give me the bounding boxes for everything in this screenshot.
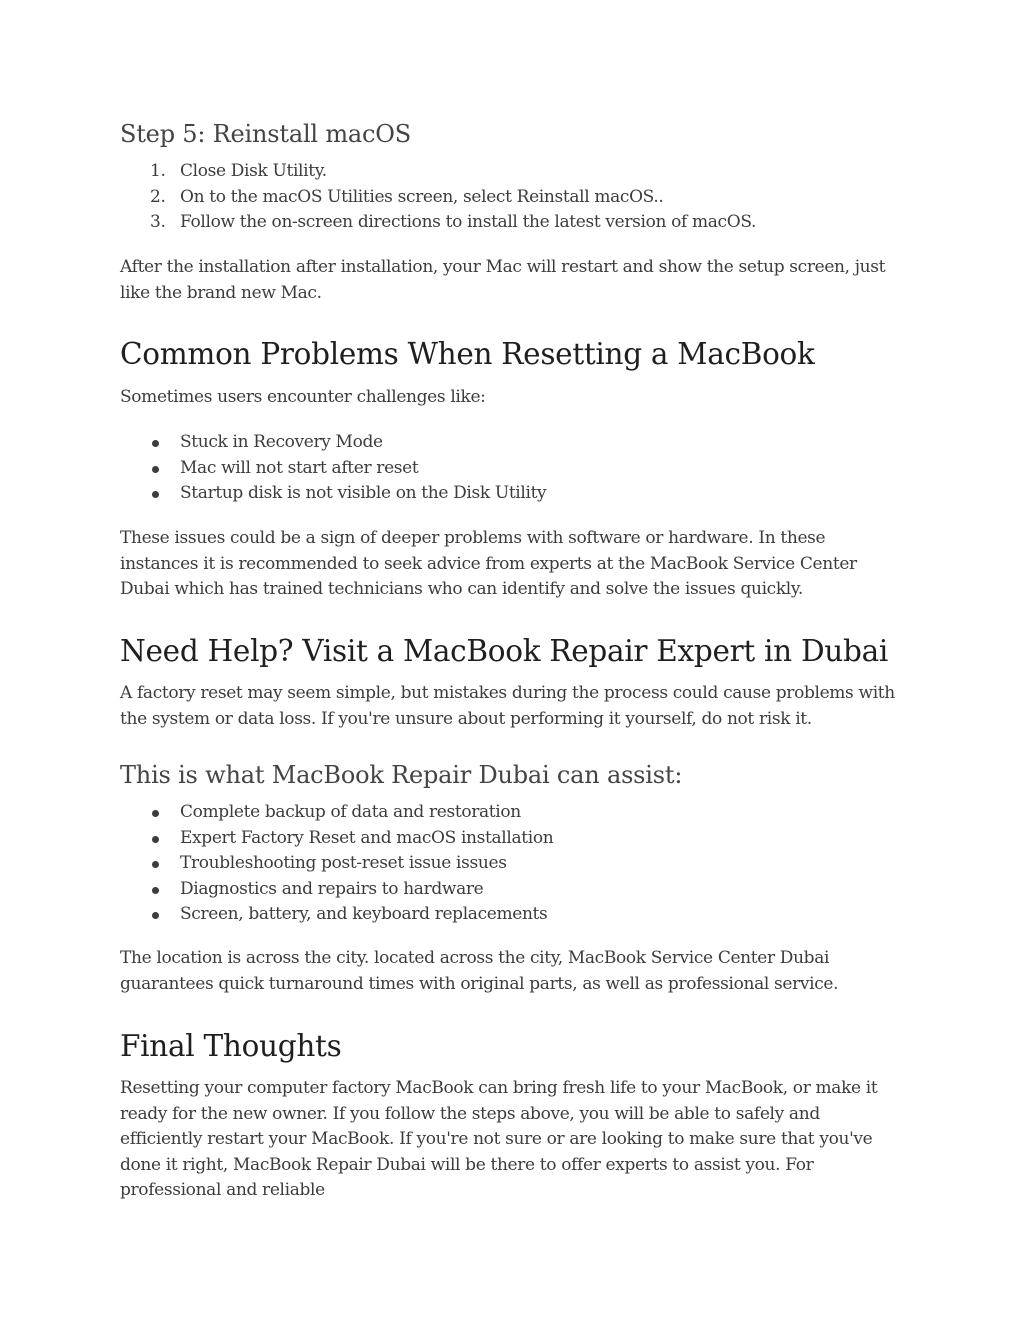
list-item-text: Diagnostics and repairs to hardware [180, 878, 484, 899]
bullet-icon [152, 861, 159, 868]
bullet-icon [152, 836, 159, 843]
step5-steps-list [120, 159, 900, 236]
list-item [120, 877, 900, 903]
problems-intro-paragraph: Sometimes users encounter challenges like: [120, 387, 486, 407]
list-number: 3. [150, 212, 166, 232]
help-outro-paragraph: The location is across the city. located across the city, MacBook Service Center Dubai guarantees quick turnaround times with original parts, as well as professional service. [120, 948, 839, 994]
bullet-icon [152, 466, 159, 473]
bullet-icon [152, 810, 159, 817]
list-item-text: Follow the on-screen directions to install the latest version of macOS. [180, 212, 757, 232]
list-number: 2. [150, 186, 166, 207]
bullet-icon [152, 887, 159, 894]
list-item-text: Mac will not start after reset [180, 457, 419, 478]
bullet-icon [152, 491, 159, 498]
final-heading: Final Thoughts [120, 1029, 342, 1063]
list-number: 1. [150, 161, 166, 181]
problems-outro-paragraph: These issues could be a sign of deeper problems with software or hardware. In these instances it is recommended to seek advice from experts at the MacBook Service Center Dubai which has trained technicians who can identify and solve the issues quickly. [120, 528, 857, 599]
list-item-text: Screen, battery, and keyboard replacements [180, 904, 548, 924]
list-item-text: Troubleshooting post-reset issue issues [180, 853, 507, 873]
list-item [120, 456, 900, 482]
list-item-text: On to the macOS Utilities screen, select Reinstall macOS.. [180, 186, 664, 207]
list-item [120, 902, 900, 928]
list-item-text: Expert Factory Reset and macOS installation [180, 827, 554, 848]
problems-list [120, 430, 900, 507]
list-item [120, 159, 900, 185]
help-heading: Need Help? Visit a MacBook Repair Expert in Dubai [120, 634, 889, 668]
list-item [120, 210, 900, 236]
list-item [120, 826, 900, 852]
list-item [120, 481, 900, 507]
bullet-icon [152, 912, 159, 919]
list-item-text: Close Disk Utility. [180, 161, 327, 181]
list-item [120, 851, 900, 877]
list-item-text: Complete backup of data and restoration [180, 802, 521, 822]
list-item [120, 430, 900, 456]
help-intro-paragraph: A factory reset may seem simple, but mistakes during the process could cause problems with the system or data loss. If you're unsure about performing it yourself, do not risk it. [120, 683, 895, 729]
help-subheading: This is what MacBook Repair Dubai can assist: [120, 761, 683, 789]
bullet-icon [152, 440, 159, 447]
services-list [120, 800, 900, 928]
step5-after-paragraph: After the installation after installation, your Mac will restart and show the setup screen, just like the brand new Mac. [120, 257, 886, 303]
list-item-text: Stuck in Recovery Mode [180, 432, 383, 452]
list-item-text: Startup disk is not visible on the Disk Utility [180, 483, 547, 503]
list-item [120, 800, 900, 826]
problems-heading: Common Problems When Resetting a MacBook [120, 337, 815, 371]
list-item [120, 185, 900, 211]
step5-heading: Step 5: Reinstall macOS [120, 120, 411, 148]
final-body-paragraph: Resetting your computer factory MacBook can bring fresh life to your MacBook, or make it ready for the new owner. If you follow the steps above, you will be able to safely and efficiently restart your MacBook. If you're not sure or are looking to make sure that you've done it right, MacBook Repair Dubai will be there to offer experts to assist you. For professional and reliable [120, 1078, 878, 1200]
